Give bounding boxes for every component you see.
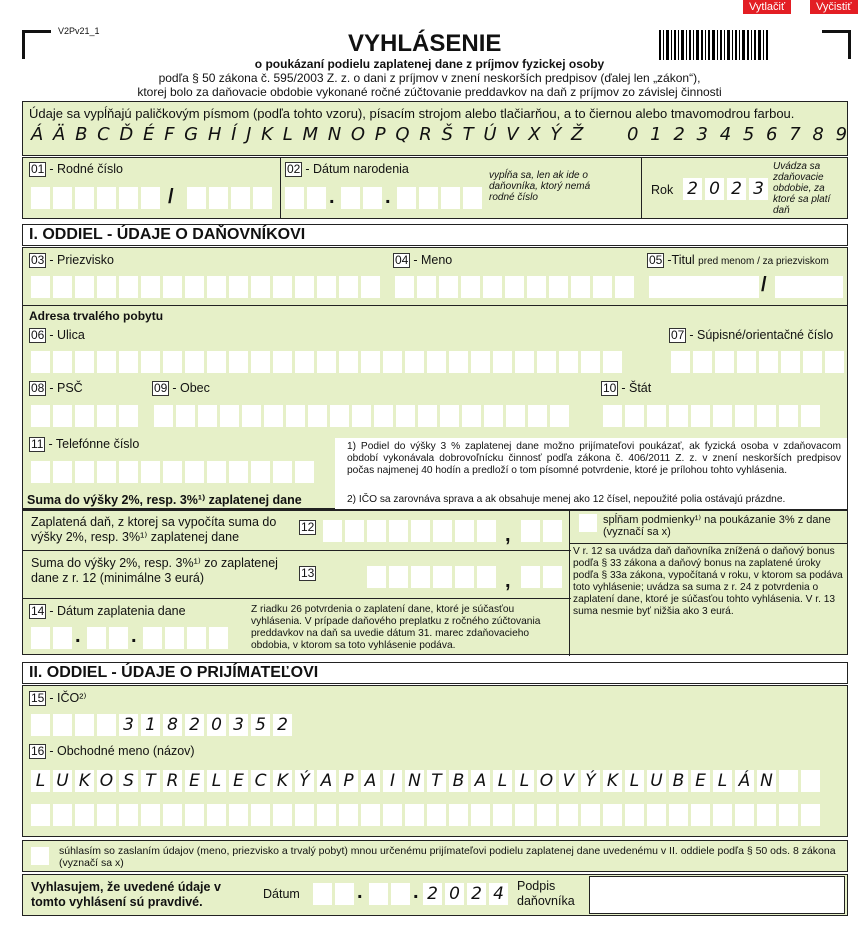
char-box[interactable]	[141, 804, 160, 826]
char-box[interactable]	[31, 714, 50, 736]
char-box[interactable]	[31, 804, 50, 826]
rodne-cislo-input-1[interactable]	[31, 187, 160, 209]
datum-day[interactable]	[313, 883, 354, 905]
char-box[interactable]	[163, 804, 182, 826]
char-box[interactable]: E	[691, 770, 710, 792]
char-box[interactable]: L	[713, 770, 732, 792]
suma-cents[interactable]	[521, 566, 562, 588]
char-box[interactable]: 2	[423, 883, 442, 905]
print-button[interactable]: Vytlačiť	[743, 0, 791, 14]
datum-year[interactable]	[423, 883, 508, 905]
section-2-body	[22, 685, 848, 837]
char-box[interactable]	[405, 804, 424, 826]
char-box[interactable]	[757, 804, 776, 826]
datum-narodenia-month[interactable]	[341, 187, 382, 209]
char-box[interactable]	[537, 804, 556, 826]
footnote-1: 1) Podiel do výšky 3 % zaplatenej dane možno prijímateľovi poukázať, ak fyzická osoba v zdaňovacom období vykonávala dobrovoľnícku činnosť podľa zákona č. 406/2011 Z. z. v znení neskorších predpisov počas najmenej 40 hodín a predloží o tom písomné potvrdenie, ktoré je prílohou tohto vyhlásenia.	[347, 441, 841, 476]
address-title: Adresa trvalého pobytu	[29, 309, 164, 323]
ico-input[interactable]	[31, 714, 292, 736]
char-box[interactable]: 2	[273, 714, 292, 736]
ulica-label: 06 - Ulica	[31, 328, 85, 342]
datum-zaplatenia-month[interactable]	[87, 627, 128, 649]
datum-narodenia-year[interactable]	[397, 187, 482, 209]
form-code: V2Pv21_1	[58, 26, 100, 36]
char-box[interactable]	[691, 804, 710, 826]
datum-zaplatenia-note: Z riadku 26 potvrdenia o zaplatení dane, ktoré je súčasťou vyhlásenia. V prípade daňového preplatku z ročného zúčtovania preddavkov na daň sa uvedie dátum 31. marec zdaňovacieho obdobia, v ktorom sa toto vyhlásenie podáva.	[251, 604, 541, 651]
rok-label: Rok	[651, 183, 674, 197]
priezvisko-input[interactable]	[31, 276, 380, 298]
obec-input[interactable]	[154, 405, 569, 427]
char-box[interactable]: K	[75, 770, 94, 792]
char-box[interactable]	[207, 804, 226, 826]
datum-zaplatenia-year[interactable]	[143, 627, 228, 649]
char-box[interactable]	[339, 804, 358, 826]
footnote-2: 2) IČO sa zarovnáva sprava a ak obsahuje menej ako 12 čísel, nepoužité polia ostávajú prázdne.	[347, 494, 786, 505]
char-box[interactable]	[581, 804, 600, 826]
char-box[interactable]	[119, 804, 138, 826]
char-box[interactable]: 2	[467, 883, 486, 905]
supisne-cislo-label: 07 - Súpisné/orientačné číslo	[671, 328, 834, 342]
char-box[interactable]	[295, 804, 314, 826]
declaration-text: Vyhlasujem, že uvedené údaje v tomto vyhlásení sú pravdivé.	[31, 880, 221, 909]
char-box[interactable]	[647, 804, 666, 826]
char-box[interactable]	[493, 804, 512, 826]
stat-label: 10 - Štát	[603, 381, 652, 395]
char-box[interactable]	[735, 804, 754, 826]
char-box[interactable]: T	[141, 770, 160, 792]
titul-label: 05 -Titul pred menom / za priezviskom	[649, 253, 829, 267]
char-box[interactable]: T	[427, 770, 446, 792]
char-box[interactable]: R	[163, 770, 182, 792]
char-box[interactable]: 5	[251, 714, 270, 736]
rodne-cislo-input-2[interactable]	[187, 187, 272, 209]
char-box[interactable]	[471, 804, 490, 826]
char-box[interactable]	[97, 804, 116, 826]
char-box[interactable]: 0	[445, 883, 464, 905]
datum-label: Dátum	[263, 887, 300, 901]
char-box[interactable]: E	[229, 770, 248, 792]
obchodne-meno-row-1[interactable]	[31, 770, 820, 792]
char-box[interactable]: I	[383, 770, 402, 792]
titul-za-input[interactable]	[775, 276, 843, 298]
char-box[interactable]	[669, 804, 688, 826]
podpis-label: Podpis daňovníka	[517, 879, 575, 908]
char-box[interactable]: L	[515, 770, 534, 792]
char-box[interactable]: L	[207, 770, 226, 792]
titul-pred-input[interactable]	[649, 276, 759, 298]
char-box[interactable]	[625, 804, 644, 826]
char-box[interactable]	[53, 804, 72, 826]
char-box[interactable]: 0	[207, 714, 226, 736]
section-1-body: 03 - Priezvisko 04 - Meno 05 -Titul pred menom / za priezviskom / Adresa trvalého pobytu 06 - Ulica 07 - Súpisné/orientačné číslo 08 - PSČ 09 - Obec 10 - Štát 11 - Telefónne číslo Suma do výšky 2%, resp. 3%¹⁾ zaplatenej dane 1) Podiel do výšky 3 % zaplatenej dane možno prijímateľovi poukázať, ak fyzická osoba v zdaňovacom období vykonávala dobrovoľnícku činnosť podľa zákona č. 406/2011 Z. z. v znení neskorších predpisov počas najmenej 40 hodín a predloží o tom písomné potvrdenie, ktoré je prílohou tohto vyhlásenia. 2) IČO sa zarovnáva sprava a ak obsahuje menej ako 12 čísel, nepoužité polia ostávajú prázdne.	[22, 247, 848, 509]
char-box[interactable]: V	[559, 770, 578, 792]
char-box[interactable]	[515, 804, 534, 826]
telefon-label: 11 - Telefónne číslo	[31, 437, 140, 451]
subtitle-3: ktorej bolo za daňovacie obdobie vykonané ročné zúčtovanie preddavkov na daň z príjmov zo závislej činnosti	[137, 85, 722, 99]
rok-input[interactable]: 2 0 2 3	[683, 178, 768, 200]
char-box[interactable]	[53, 714, 72, 736]
char-box[interactable]: L	[625, 770, 644, 792]
char-box[interactable]: S	[119, 770, 138, 792]
clear-button[interactable]: Vyčistiť	[810, 0, 858, 14]
row-12-num: 12	[301, 520, 315, 534]
char-box[interactable]: 3	[119, 714, 138, 736]
char-box[interactable]: Ý	[295, 770, 314, 792]
char-box[interactable]: 3	[229, 714, 248, 736]
char-box[interactable]: C	[251, 770, 270, 792]
char-box[interactable]	[559, 804, 578, 826]
tax-sum-block: Zaplatená daň, z ktorej sa vypočíta suma do výšky 2%, resp. 3%¹⁾ zaplatenej dane 12 , spĺňam podmienky¹⁾ na poukázanie 3% z dane (vyznačí sa x) V r. 12 sa uvádza daň daňovníka znížená o daňový bonus podľa § 33 zákona a daňový bonus na zaplatené úroky podľa § 33a zákona, vypočítaná v roku, v ktorom sa podáva toto vyhlásenie; uvádza sa suma z r. 24 z potvrdenia o zaplatení dane, ktoré je súčasťou tohto vyhlásenia. V r. 13 suma nesmie byť nižšia ako 3 eurá. Suma do výšky 2%, resp. 3%¹⁾ zo zaplatenej dane z r. 12 (minimálne 3 eurá) 13 , 14 - Dátum zaplatenia dane . . Z riadku 26 potvrdenia o zaplatení dane, ktoré je súčasťou vyhlásenia. V prípade daňového preplatku z ročného zúčtovania preddavkov na daň sa uvedie dátum 31. marec zdaňovacieho obdobia, v ktorom sa toto vyhlásenie podáva.	[22, 509, 848, 655]
char-box[interactable]: L	[31, 770, 50, 792]
char-box[interactable]	[427, 804, 446, 826]
char-box[interactable]	[317, 804, 336, 826]
podmienky-label: spĺňam podmienky¹⁾ na poukázanie 3% z dane (vyznačí sa x)	[603, 514, 831, 538]
corner-mark-left	[22, 30, 51, 59]
char-box[interactable]: 1	[141, 714, 160, 736]
char-box[interactable]: A	[361, 770, 380, 792]
char-box[interactable]: U	[647, 770, 666, 792]
char-box[interactable]: B	[669, 770, 688, 792]
datum-narodenia-day[interactable]	[285, 187, 326, 209]
datum-narodenia-label: 02 - Dátum narodenia	[287, 162, 409, 176]
datum-zaplatenia-day[interactable]	[31, 627, 72, 649]
consent-label: súhlasím so zaslaním údajov (meno, priezvisko a trvalý pobyt) mnou určenému prijímateľovi podielu zaplatenej dane uvedenému v II. oddiele podľa § 50 ods. 8 zákona (vyznačí sa x)	[59, 845, 836, 869]
obchodne-meno-label: 16 - Obchodné meno (názov)	[31, 744, 195, 758]
char-box[interactable]	[75, 714, 94, 736]
char-box[interactable]	[603, 804, 622, 826]
suma-label: Suma do výšky 2%, resp. 3%¹⁾ zo zaplatenej dane z r. 12 (minimálne 3 eurá)	[31, 556, 278, 585]
char-box[interactable]: O	[537, 770, 556, 792]
footnotes-panel	[335, 438, 847, 510]
signature-field[interactable]	[589, 876, 845, 914]
char-box[interactable]: N	[757, 770, 776, 792]
sum-title: Suma do výšky 2%, resp. 3%¹⁾ zaplatenej dane	[27, 493, 302, 507]
char-box[interactable]: E	[185, 770, 204, 792]
consent-checkbox[interactable]	[31, 847, 49, 865]
rok-note: Uvádza sa zdaňovacie obdobie, za ktoré sa platí daň	[773, 161, 831, 216]
r12-note: V r. 12 sa uvádza daň daňovníka znížená o daňový bonus podľa § 33 zákona a daňový bonus na zaplatené úroky podľa § 33a zákona, vypočítaná v roku, v ktorom sa podáva toto vyhlásenie; uvádza sa suma z r. 24 z potvrdenia o zaplatení dane, ktoré je súčasťou tohto vyhlásenia. V r. 13 suma nesmie byť nižšia ako 3 eurá.	[573, 546, 843, 617]
psc-input[interactable]	[31, 405, 138, 427]
char-box[interactable]: 4	[489, 883, 508, 905]
char-box[interactable]	[383, 804, 402, 826]
priezvisko-label: 03 - Priezvisko	[31, 253, 114, 267]
char-box[interactable]	[801, 770, 820, 792]
suma-input[interactable]	[367, 566, 496, 588]
section-2-header: II. ODDIEL - ÚDAJE O PRIJÍMATEĽOVI	[22, 662, 848, 684]
char-box[interactable]	[97, 714, 116, 736]
telefon-input[interactable]	[31, 461, 314, 483]
char-box[interactable]: Ý	[581, 770, 600, 792]
ulica-input[interactable]	[31, 351, 622, 373]
personal-id-block: 01 - Rodné číslo / 02 - Dátum narodenia . . vypĺňa sa, len ak ide o daňovníka, ktorý nemá rodné číslo Rok 2 0 2 3 Uvádza sa zdaňovacie obdobie, za ktoré sa platí daň	[22, 157, 848, 219]
supisne-cislo-input[interactable]	[671, 351, 844, 373]
meno-label: 04 - Meno	[395, 253, 453, 267]
char-box[interactable]	[801, 804, 820, 826]
alphabet-sample: Á Ä B C Ď É F G H Í J K L M N O P Q R Š T Ú V X Ý Ž	[31, 124, 586, 145]
rodne-cislo-label: 01 - Rodné číslo	[31, 162, 124, 176]
char-box[interactable]: B	[449, 770, 468, 792]
obchodne-meno-row-2[interactable]	[31, 804, 820, 826]
datum-zaplatenia-label: 14 - Dátum zaplatenia dane	[31, 604, 186, 618]
char-box[interactable]: 8	[163, 714, 182, 736]
char-box[interactable]: P	[339, 770, 358, 792]
char-box[interactable]	[713, 804, 732, 826]
zaplatena-dan-label: Zaplatená daň, z ktorej sa vypočíta suma do výšky 2%, resp. 3%¹⁾ zaplatenej dane	[31, 515, 277, 544]
meno-input[interactable]	[395, 276, 634, 298]
digits-sample: 0 1 2 3 4 5 6 7 8 9	[627, 124, 851, 145]
char-box[interactable]: K	[603, 770, 622, 792]
datum-narodenia-note: vypĺňa sa, len ak ide o daňovníka, ktorý nemá rodné číslo	[489, 170, 591, 203]
char-box[interactable]: A	[317, 770, 336, 792]
instructions-text: Údaje sa vypĺňajú paličkovým písmom (podľa tohto vzoru), písacím strojom alebo tlačiarňou, a to čiernou alebo tmavomodrou farbou.	[29, 106, 795, 121]
page-title: VYHLÁSENIE	[348, 30, 502, 57]
instructions-block	[22, 101, 851, 156]
subtitle-2: podľa § 50 zákona č. 595/2003 Z. z. o dani z príjmov v znení neskorších predpisov (ďalej len „zákon“),	[158, 71, 701, 85]
char-box[interactable]	[779, 804, 798, 826]
char-box[interactable]: Á	[735, 770, 754, 792]
datum-month[interactable]	[369, 883, 410, 905]
char-box[interactable]: A	[471, 770, 490, 792]
char-box[interactable]	[75, 804, 94, 826]
char-box[interactable]: L	[493, 770, 512, 792]
declaration-block: Vyhlasujem, že uvedené údaje v tomto vyhlásení sú pravdivé. Dátum . . 2 0 2 4 Podpis daňovníka	[22, 874, 848, 916]
char-box[interactable]	[273, 804, 292, 826]
barcode-icon	[659, 30, 769, 60]
char-box[interactable]	[185, 804, 204, 826]
char-box[interactable]	[779, 770, 798, 792]
char-box[interactable]: K	[273, 770, 292, 792]
char-box[interactable]	[449, 804, 468, 826]
corner-mark-right	[822, 30, 851, 59]
subtitle-1: o poukázaní podielu zaplatenej dane z príjmov fyzickej osoby	[254, 57, 605, 71]
char-box[interactable]	[251, 804, 270, 826]
stat-input[interactable]	[603, 405, 820, 427]
char-box[interactable]: N	[405, 770, 424, 792]
char-box[interactable]: O	[97, 770, 116, 792]
char-box[interactable]	[361, 804, 380, 826]
section-1-header: I. ODDIEL - ÚDAJE O DAŇOVNÍKOVI	[22, 224, 848, 246]
char-box[interactable]: 2	[185, 714, 204, 736]
row-13-num: 13	[301, 566, 315, 580]
podmienky-checkbox[interactable]	[579, 514, 597, 532]
consent-block	[22, 840, 848, 872]
ico-label: 15 - IČO²⁾	[31, 691, 87, 705]
zaplatena-dan-input[interactable]	[323, 520, 496, 542]
slash-separator: /	[168, 186, 174, 208]
zaplatena-dan-cents[interactable]	[521, 520, 562, 542]
char-box[interactable]	[229, 804, 248, 826]
obec-label: 09 - Obec	[154, 381, 210, 395]
char-box[interactable]: U	[53, 770, 72, 792]
psc-label: 08 - PSČ	[31, 381, 83, 395]
